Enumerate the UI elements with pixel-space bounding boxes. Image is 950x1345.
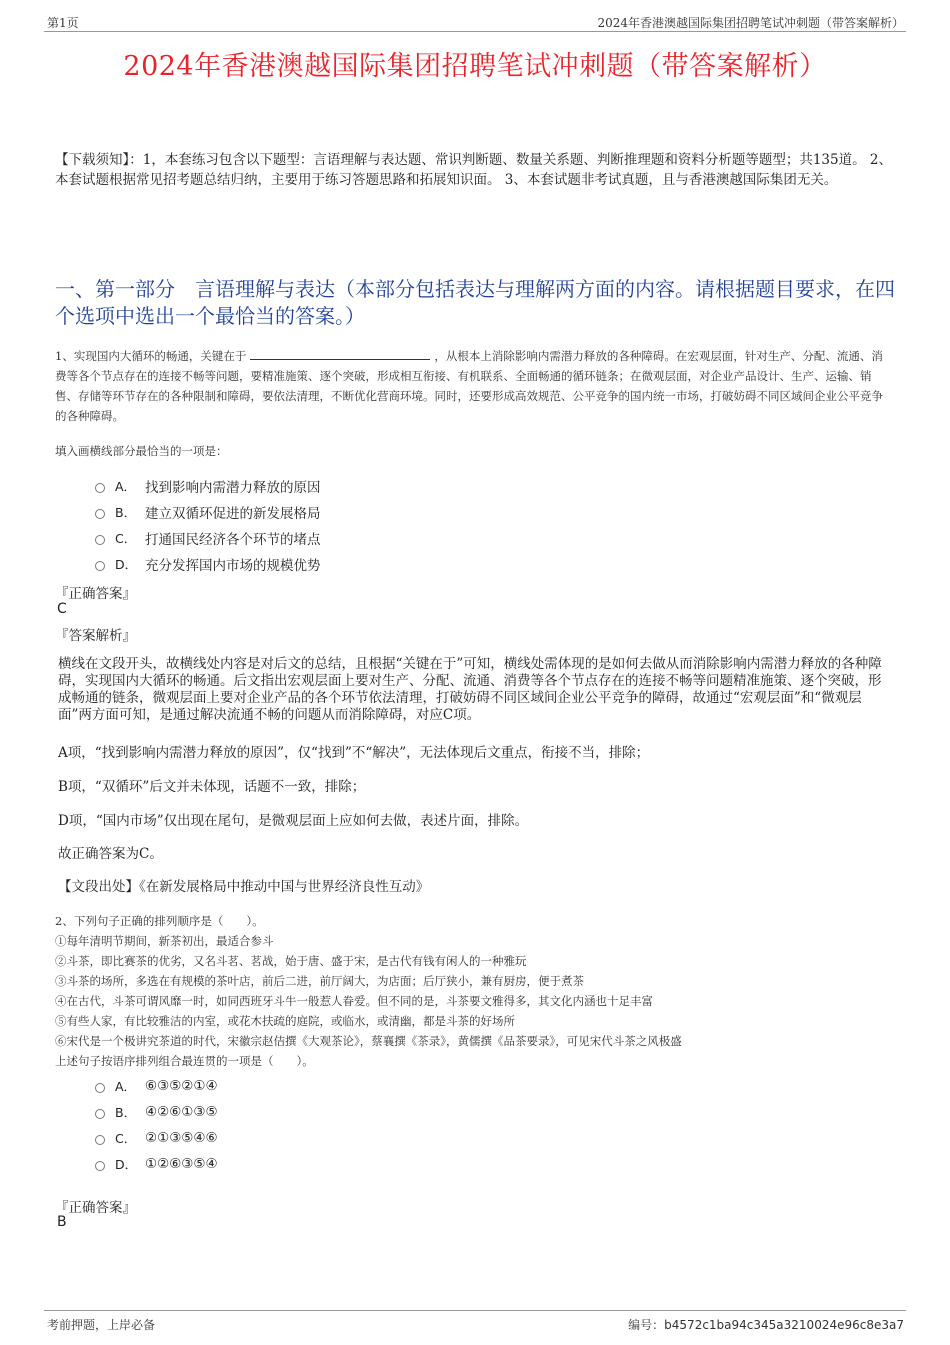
option-d[interactable] bbox=[95, 551, 321, 577]
page-title: 2024年香港澳越国际集团招聘笔试冲刺题（带答案解析） bbox=[123, 51, 827, 82]
option-c[interactable] bbox=[95, 1125, 218, 1151]
radio-icon[interactable] bbox=[95, 1135, 105, 1145]
code-value: b4572c1ba94c345a3210024e96c8e3a7 bbox=[664, 1318, 904, 1332]
option-text: 打通国民经济各个环节的堵点 bbox=[145, 532, 321, 548]
question-1-stem bbox=[55, 345, 885, 426]
footer-divider bbox=[44, 1310, 906, 1311]
sentence-4: ④在古代，斗茶可谓风靡一时，如同西班牙斗牛一般惹人眷爱。但不同的是，斗茶要文雅得多，其文化内涵也十足丰富 bbox=[55, 994, 653, 1008]
sentence-3: ③斗茶的场所，多选在有规模的茶叶店，前后二进，前厅阔大，为店面；后厅狭小，兼有厨房，便于煮茶 bbox=[55, 974, 584, 988]
analysis-tag: 『答案解析』 bbox=[55, 628, 136, 644]
option-text: ④②⑥①③⑤ bbox=[145, 1104, 218, 1120]
sentence-6: ⑥宋代是一个极讲究茶道的时代，宋徽宗赵佶撰《大观茶论》，蔡襄撰《茶录》，黄儒撰《品茶要录》，可见宋代斗茶之风极盛 bbox=[55, 1034, 682, 1048]
option-d[interactable] bbox=[95, 1151, 218, 1177]
document-code bbox=[628, 1316, 904, 1333]
option-label: A． bbox=[115, 1079, 137, 1094]
radio-icon[interactable] bbox=[95, 561, 105, 571]
download-notice: 【下载须知】：1，本套练习包含以下题型：言语理解与表达题、常识判断题、数量关系题、判断推理题和资料分析题等题型；共135道。 2、本套试题根据常见招考题总结归纳，主要用于练习答题思路和拓展知识面。 3、本套试题非考试真题，且与香港澳越国际集团无关。 bbox=[55, 152, 892, 188]
radio-icon[interactable] bbox=[95, 483, 105, 493]
question-1-stem-before: 1、实现国内大循环的畅通，关键在于 bbox=[55, 349, 247, 363]
option-a[interactable] bbox=[95, 1073, 218, 1099]
option-text: ⑥③⑤②①④ bbox=[145, 1078, 218, 1094]
option-text: ①②⑥③⑤④ bbox=[145, 1156, 218, 1172]
header-divider bbox=[44, 31, 906, 32]
option-text: 建立双循环促进的新发展格局 bbox=[145, 506, 321, 522]
option-b[interactable] bbox=[95, 1099, 218, 1125]
option-label: D． bbox=[115, 557, 138, 572]
conclusion: 故正确答案为C。 bbox=[58, 846, 163, 862]
analysis-text: 横线在文段开头，故横线处内容是对后文的总结，且根据“关键在于”可知，横线处需体现的是如何去做从而消除影响内需潜力释放的各种障碍，实现国内大循环的畅通。后文指出宏观层面上要对生产、分配、流通、消费等各个节点存在的连接不畅等问题精准施策、逐个突破，形成畅通的链条，微观层面上要对企业产品的各个环节依法清理，打破妨碍不同区域间企业公平竞争的障碍，故通过“宏观层面”和“微观层面”两方面可知，是通过解决流通不畅的问题从而消除障碍，对应C项。 bbox=[58, 656, 882, 723]
sentence-1: ①每年清明节期间，新茶初出，最适合参斗 bbox=[55, 934, 274, 948]
source-citation: 【文段出处】《在新发展格局中推动中国与世界经济良性互动》 bbox=[58, 879, 430, 895]
sentence-5: ⑤有些人家，有比较雅洁的内室，或花木扶疏的庭院，或临水，或清幽，都是斗茶的好场所 bbox=[55, 1014, 515, 1028]
radio-icon[interactable] bbox=[95, 1109, 105, 1119]
option-a[interactable] bbox=[95, 473, 321, 499]
option-label: D． bbox=[115, 1157, 138, 1172]
code-label: 编号： bbox=[628, 1318, 665, 1332]
radio-icon[interactable] bbox=[95, 509, 105, 519]
answer-tag: 『正确答案』 bbox=[55, 586, 136, 602]
option-c[interactable] bbox=[95, 525, 321, 551]
sentence-2: ②斗茶，即比赛茶的优劣，又名斗茗、茗战，始于唐、盛于宋，是古代有钱有闲人的一种雅玩 bbox=[55, 954, 527, 968]
radio-icon[interactable] bbox=[95, 535, 105, 545]
question-2-stem: 2、下列句子正确的排列顺序是（ ）。 bbox=[55, 914, 264, 928]
question-2-prompt: 上述句子按语序排列组合最连贯的一项是（ ）。 bbox=[55, 1054, 314, 1068]
option-label: A． bbox=[115, 479, 137, 494]
answer-tag: 『正确答案』 bbox=[55, 1200, 136, 1216]
question-1-prompt: 填入画横线部分最恰当的一项是： bbox=[55, 444, 228, 458]
option-label: B． bbox=[115, 505, 137, 520]
section-heading: 一、第一部分 言语理解与表达（本部分包括表达与理解两方面的内容。请根据题目要求，在四个选项中选出一个最恰当的答案。） bbox=[55, 277, 895, 328]
answer-value: C bbox=[57, 601, 67, 617]
question-2-block bbox=[55, 911, 885, 1071]
option-text: ②①③⑤④⑥ bbox=[145, 1130, 218, 1146]
option-label: C． bbox=[115, 1131, 137, 1146]
question-1-stem-after: ，从根本上消除影响内需潜力释放的各种障碍。在宏观层面，针对生产、分配、流通、消费等各个节点存在的连接不畅等问题，要精准施策、逐个突破，形成相互衔接、有机联系、全面畅通的循环链条；在微观层面，对企业产品设计、生产、运输、销售、存储等环节存在的各种限制和障碍，要依法清理，不断优化营商环境。同时，还要形成高效规范、公平竞争的国内统一市场，打破妨碍不同区域间企业公平竞争的各种障碍。 bbox=[55, 349, 883, 423]
option-text: 充分发挥国内市场的规模优势 bbox=[145, 558, 321, 574]
explain-option-b: B项，“双循环”后文并未体现，话题不一致，排除； bbox=[58, 779, 366, 795]
page-number: 第1页 bbox=[47, 16, 79, 30]
question-2-options bbox=[95, 1073, 218, 1177]
radio-icon[interactable] bbox=[95, 1161, 105, 1171]
explain-option-a: A项，“找到影响内需潜力释放的原因”，仅“找到”不“解决”，无法体现后文重点，衔接不当，排除； bbox=[58, 745, 650, 761]
question-1-options bbox=[95, 473, 321, 577]
option-label: C． bbox=[115, 531, 137, 546]
explain-option-d: D项，“国内市场”仅出现在尾句，是微观层面上应如何去做，表述片面，排除。 bbox=[58, 813, 529, 829]
footer-slogan: 考前押题，上岸必备 bbox=[47, 1318, 156, 1332]
fill-blank bbox=[250, 345, 430, 360]
answer-value: B bbox=[57, 1214, 67, 1230]
option-text: 找到影响内需潜力释放的原因 bbox=[145, 480, 321, 496]
header-doc-title: 2024年香港澳越国际集团招聘笔试冲刺题（带答案解析） bbox=[597, 16, 904, 30]
option-b[interactable] bbox=[95, 499, 321, 525]
radio-icon[interactable] bbox=[95, 1083, 105, 1093]
option-label: B． bbox=[115, 1105, 137, 1120]
